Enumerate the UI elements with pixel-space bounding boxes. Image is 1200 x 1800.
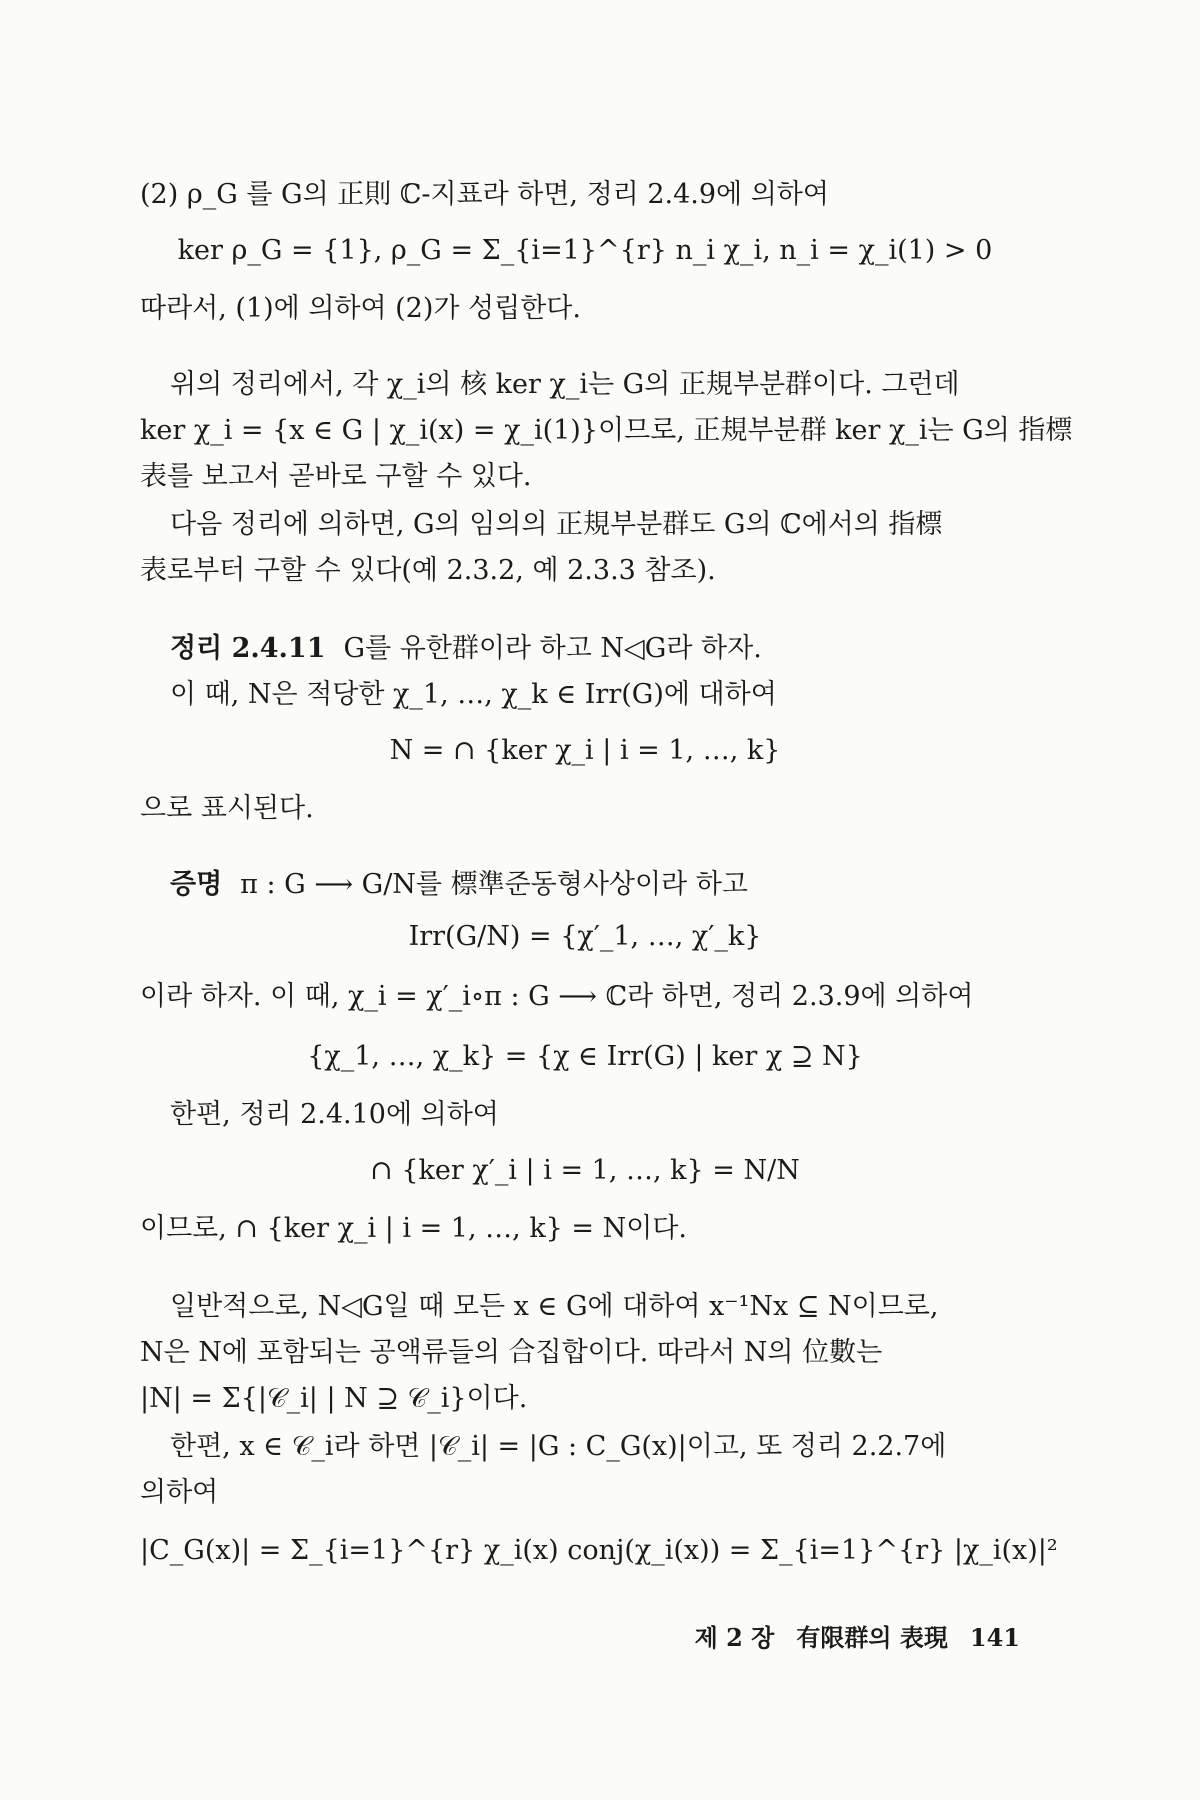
proof-label: 증명 xyxy=(170,869,223,900)
paragraph-line: ker χ_i = {x ∈ G | χ_i(x) = χ_i(1)}이므로, 正規부분群 ker χ_i는 G의 指標 xyxy=(140,415,1073,446)
paragraph-line: N은 N에 포함되는 공액류들의 合집합이다. 따라서 N의 位數는 xyxy=(140,1337,883,1368)
chapter-label: 제 2 장 xyxy=(694,1623,775,1652)
equation: ker ρ_G = {1}, ρ_G = Σ_{i=1}^{r} n_i χ_i, n_i = χ_i(1) > 0 xyxy=(177,235,993,266)
theorem-heading xyxy=(140,630,1030,668)
paragraph-line: 한편, 정리 2.4.10에 의하여 xyxy=(170,1099,499,1130)
theorem-label: 정리 2.4.11 xyxy=(170,633,326,664)
paragraph-line: 의하여 xyxy=(140,1477,219,1508)
chapter-title: 有限群의 表現 xyxy=(796,1623,948,1652)
paragraph-line: 일반적으로, N◁G일 때 모든 x ∈ G에 대하여 x⁻¹Nx ⊆ N이므로, xyxy=(170,1291,939,1322)
paragraph-line: 이라 하자. 이 때, χ_i = χ′_i∘π : G ⟶ ℂ라 하면, 정리 2.3.9에 의하여 xyxy=(140,981,974,1012)
theorem-statement: G를 유한群이라 하고 N◁G라 하자. xyxy=(343,633,762,664)
paragraph-line: 위의 정리에서, 각 χ_i의 核 ker χ_i는 G의 正規부분群이다. 그런데 xyxy=(170,369,960,400)
paragraph-line: 으로 표시된다. xyxy=(140,793,314,824)
paragraph-line: (2) ρ_G 를 G의 正則 ℂ-지표라 하면, 정리 2.4.9에 의하여 xyxy=(140,179,829,210)
paragraph-line: 表를 보고서 곧바로 구할 수 있다. xyxy=(140,461,532,492)
proof-statement: π : G ⟶ G/N를 標準준동형사상이라 하고 xyxy=(240,869,748,900)
proof-heading xyxy=(140,866,1030,904)
page-number: 141 xyxy=(969,1623,1020,1652)
paragraph-line: 이 때, N은 적당한 χ_1, …, χ_k ∈ Irr(G)에 대하여 xyxy=(170,679,777,710)
equation: {χ_1, …, χ_k} = {χ ∈ Irr(G) | ker χ ⊇ N} xyxy=(307,1041,863,1072)
equation: Irr(G/N) = {χ′_1, …, χ′_k} xyxy=(408,921,762,952)
paragraph-line: 다음 정리에 의하면, G의 임의의 正規부분群도 G의 ℂ에서의 指標 xyxy=(170,509,943,540)
paragraph-line: 이므로, ∩ {ker χ_i | i = 1, …, k} = N이다. xyxy=(140,1213,688,1244)
paragraph-line: 表로부터 구할 수 있다(예 2.3.2, 예 2.3.3 참조). xyxy=(140,555,716,586)
paragraph-line: |N| = Σ{|𝒞_i| | N ⊇ 𝒞_i}이다. xyxy=(140,1383,528,1414)
page-footer xyxy=(695,1618,1020,1653)
paragraph-line: 따라서, (1)에 의하여 (2)가 성립한다. xyxy=(140,293,581,324)
equation: ∩ {ker χ′_i | i = 1, …, k} = N/N xyxy=(370,1155,800,1186)
equation: N = ∩ {ker χ_i | i = 1, …, k} xyxy=(389,735,781,766)
paragraph-line: 한편, x ∈ 𝒞_i라 하면 |𝒞_i| = |G : C_G(x)|이고, 또 정리 2.2.7에 xyxy=(170,1431,947,1462)
equation: |C_G(x)| = Σ_{i=1}^{r} χ_i(x) conj(χ_i(x)) = Σ_{i=1}^{r} |χ_i(x)|² xyxy=(140,1535,1058,1566)
